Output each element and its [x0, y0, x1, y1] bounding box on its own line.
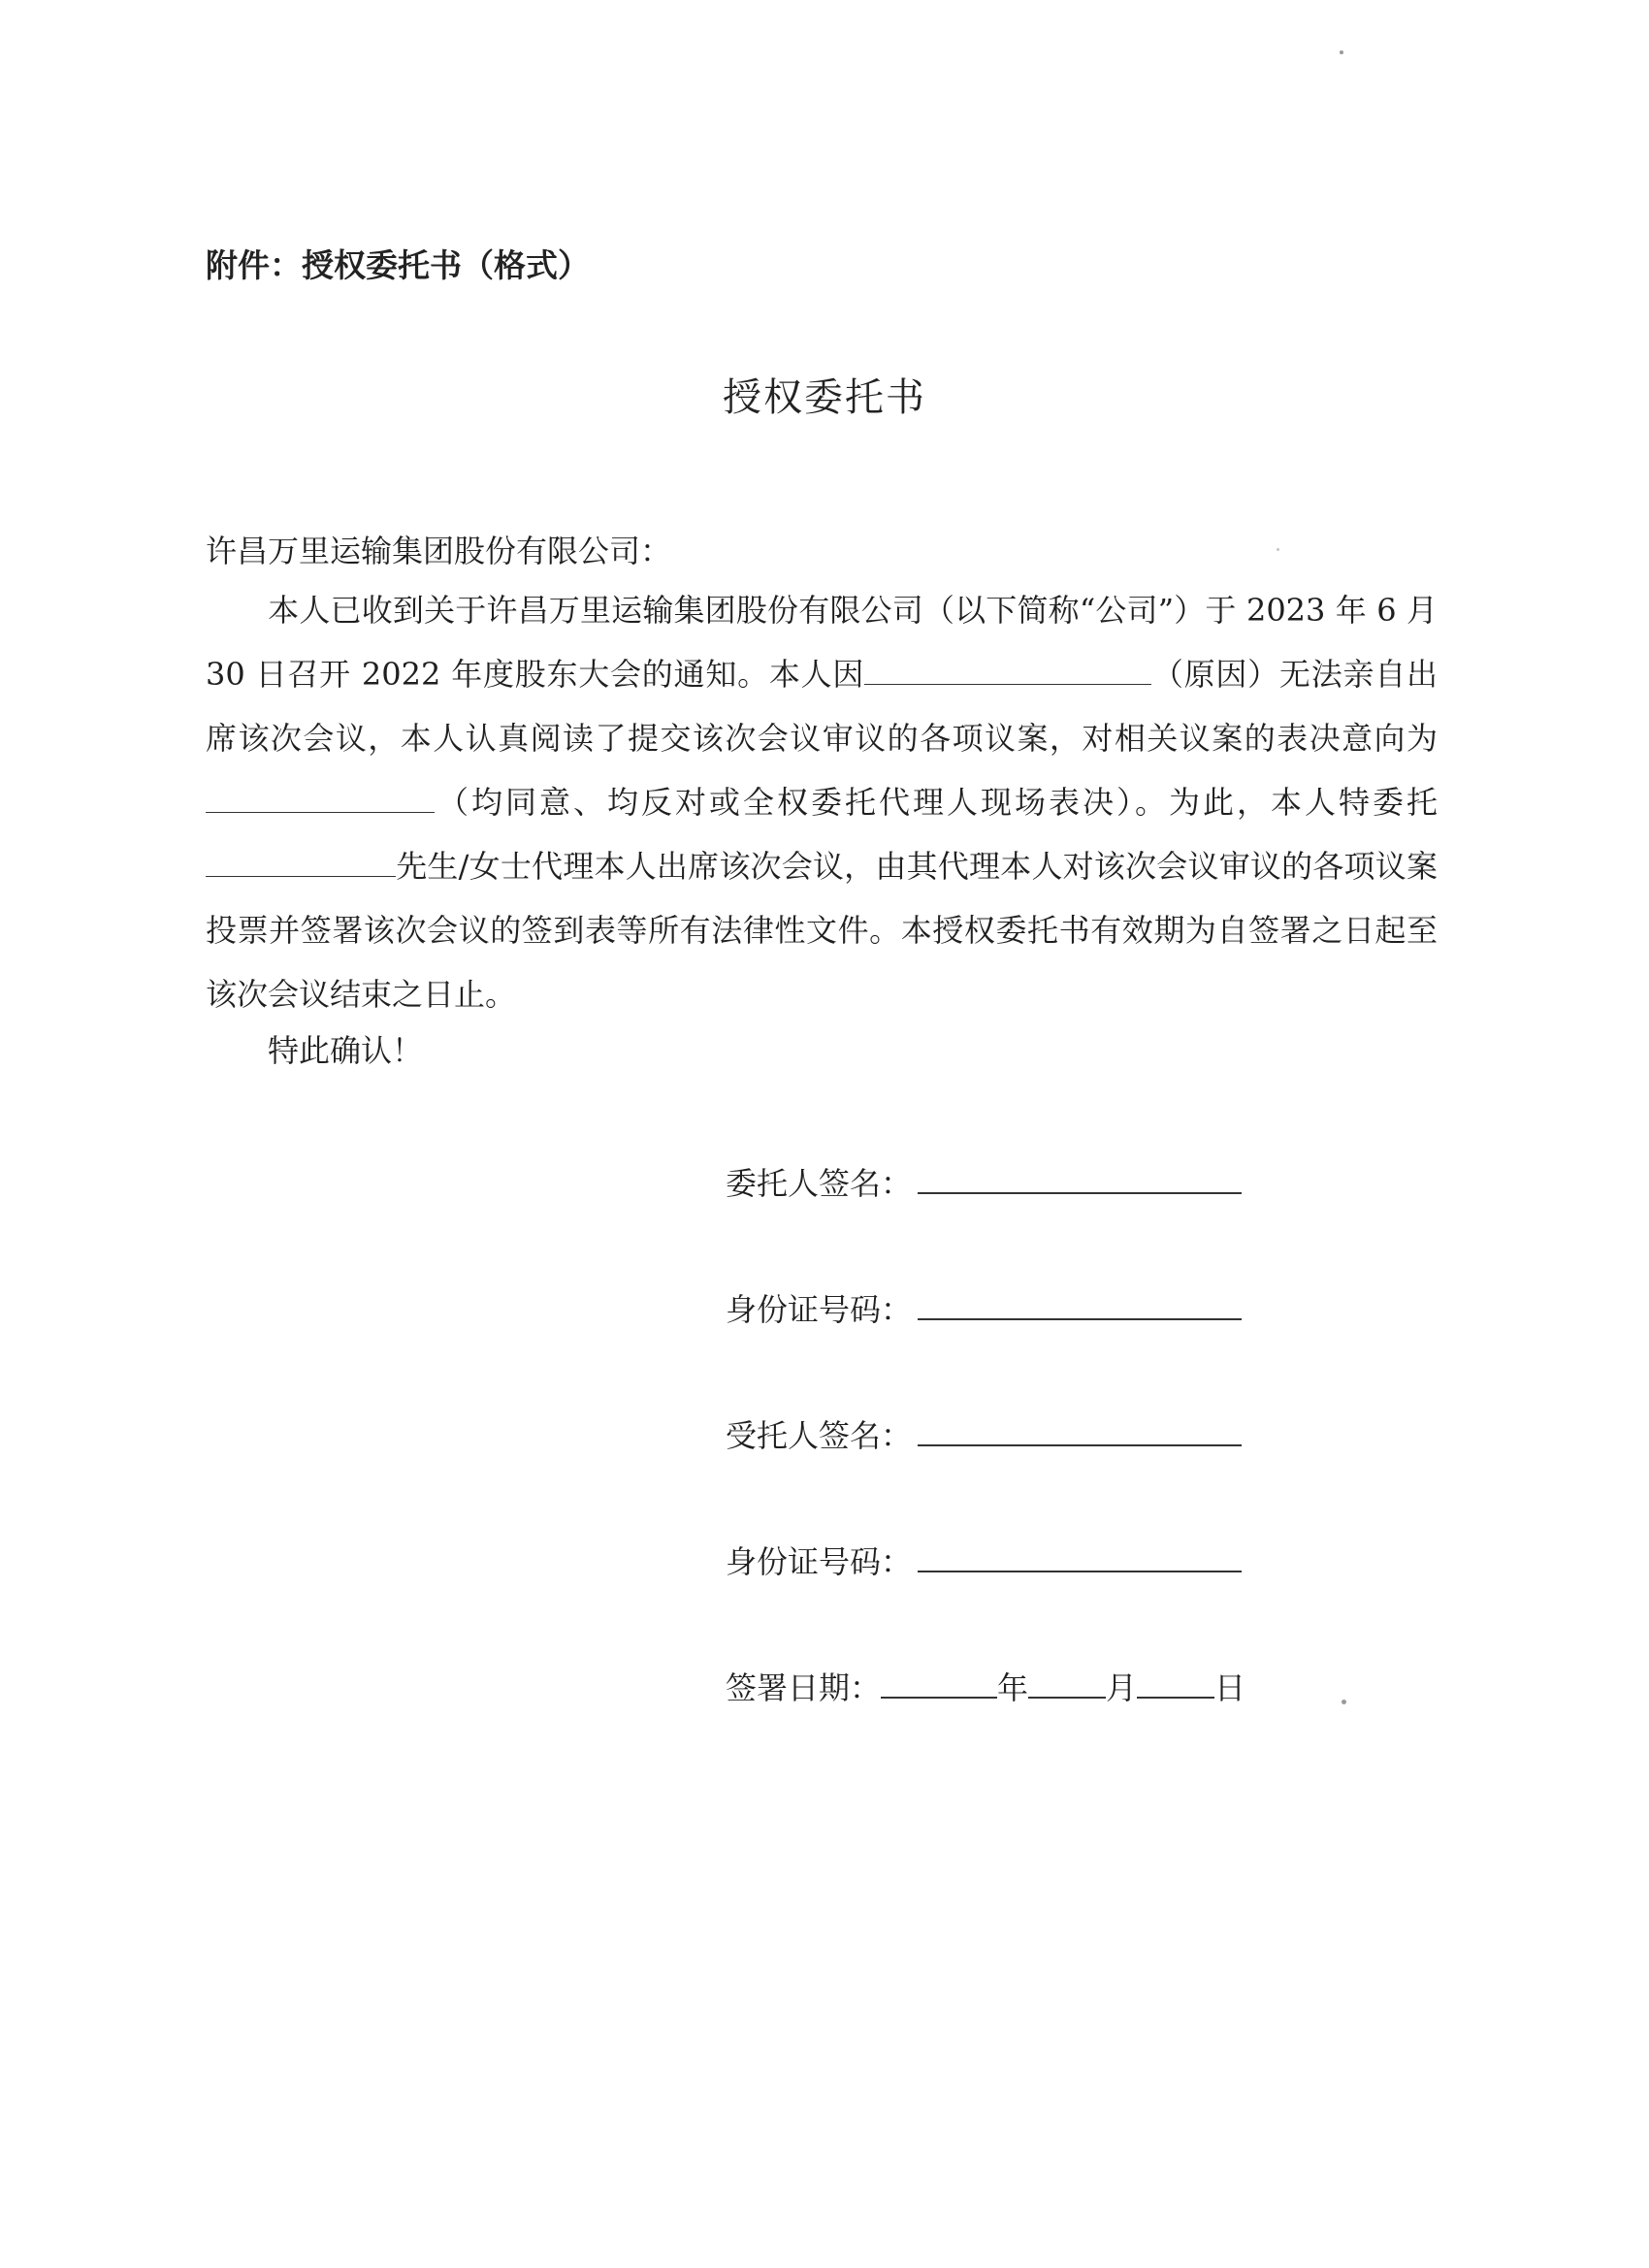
agent-id-label: 身份证号码： — [726, 1543, 913, 1580]
scan-speck — [1342, 1700, 1346, 1704]
document-title: 授权委托书 — [723, 375, 926, 420]
day-label: 日 — [1214, 1669, 1246, 1706]
body-text-1: 本人已收到关于许昌万里运输集团股份有限公司（以下简称“公司”）于 2023 年 6 月 30 日召开 2022 年度股东大会的通知。本人因 — [206, 592, 1438, 693]
signing-date-label: 签署日期： — [726, 1669, 882, 1706]
principal-signature-row — [726, 1159, 1242, 1204]
agent-id-line[interactable] — [918, 1545, 1242, 1572]
agent-name-blank[interactable] — [206, 847, 396, 877]
month-blank[interactable] — [1028, 1671, 1106, 1699]
reason-blank[interactable] — [864, 655, 1151, 685]
agent-signature-row — [726, 1411, 1242, 1456]
signing-date-row — [726, 1664, 1245, 1708]
principal-signature-line[interactable] — [918, 1167, 1242, 1194]
salutation: 许昌万里运输集团股份有限公司： — [206, 533, 672, 569]
vote-intent-blank[interactable] — [206, 783, 435, 813]
body-text-4: 先生/女士代理本人出席该次会议，由其代理本人对该次会议审议的各项议案投票并签署该次会议的签到表等所有法律性文件。本授权委托书有效期为自签署之日起至该次会议结束之日止。 — [206, 848, 1438, 1013]
confirmation-text: 特此确认！ — [268, 1032, 424, 1069]
agent-signature-line[interactable] — [918, 1419, 1242, 1446]
agent-signature-label: 受托人签名： — [726, 1417, 913, 1454]
attachment-label: 附件：授权委托书（格式） — [206, 246, 590, 284]
day-blank[interactable] — [1137, 1671, 1214, 1699]
body-text-3: （均同意、均反对或全权委托代理人现场表决）。为此，本人特委托 — [435, 784, 1438, 821]
principal-id-row — [726, 1285, 1242, 1330]
body-text-2: （原因）无法亲自出席该次会议，本人认真阅读了提交该次会议审议的各项议案，对相关议案的表决意向为 — [206, 656, 1438, 757]
principal-signature-label: 委托人签名： — [726, 1165, 913, 1202]
month-label: 月 — [1106, 1669, 1138, 1706]
scan-speck — [1340, 50, 1343, 54]
principal-id-line[interactable] — [918, 1293, 1242, 1320]
scan-speck — [1277, 548, 1279, 551]
principal-id-label: 身份证号码： — [726, 1291, 913, 1328]
year-label: 年 — [997, 1669, 1029, 1706]
agent-id-row — [726, 1538, 1242, 1582]
year-blank[interactable] — [881, 1671, 997, 1699]
body-paragraph — [206, 578, 1438, 1026]
